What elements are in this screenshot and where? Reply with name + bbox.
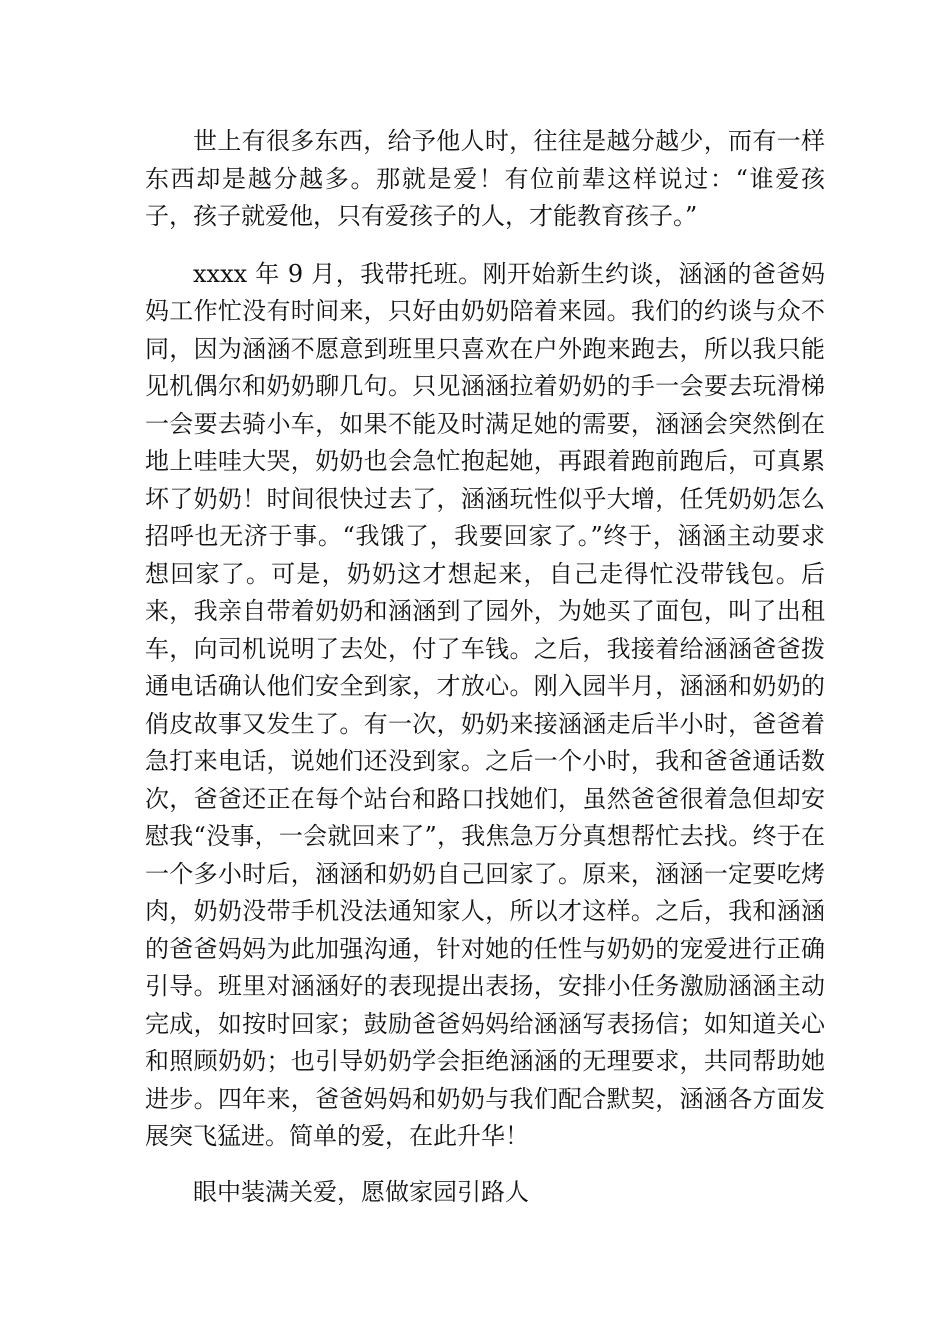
paragraph-1: 世上有很多东西，给予他人时，往往是越分越少，而有一样东西却是越分越多。那就是爱！有位前辈这样说过：“谁爱孩子，孩子就爱他，只有爱孩子的人，才能教育孩子。” [145,127,825,230]
document-body [145,123,825,1231]
paragraph-2: xxxx 年 9 月，我带托班。刚开始新生约谈，涵涵的爸爸妈妈工作忙没有时间来，只好由奶奶陪着来园。我们的约谈与众不同，因为涵涵不愿意到班里只喜欢在户外跑来跑去，所以我只能见机偶尔和奶奶聊几句。只见涵涵拉着奶奶的手一会要去玩滑梯一会要去骑小车，如果不能及时满足她的需要，涵涵会突然倒在地上哇哇大哭，奶奶也会急忙抱起她，再跟着跑前跑后，可真累坏了奶奶！时间很快过去了，涵涵玩性似乎大增，任凭奶奶怎么招呼也无济于事。“我饿了，我要回家了。”终于，涵涵主动要求想回家了。可是，奶奶这才想起来，自己走得忙没带钱包。后来，我亲自带着奶奶和涵涵到了园外，为她买了面包，叫了出租车，向司机说明了去处，付了车钱。之后，我接着给涵涵爸爸拨通电话确认他们安全到家，才放心。刚入园半月，涵涵和奶奶的俏皮故事又发生了。有一次，奶奶来接涵涵走后半小时，爸爸着急打来电话，说她们还没到家。之后一个小时，我和爸爸通话数次，爸爸还正在每个站台和路口找她们，虽然爸爸很着急但却安慰我“没事，一会就回来了”，我焦急万分真想帮忙去找。终于在一个多小时后，涵涵和奶奶自己回家了。原来，涵涵一定要吃烤肉，奶奶没带手机没法通知家人，所以才这样。之后，我和涵涵的爸爸妈妈为此加强沟通，针对她的任性与奶奶的宠爱进行正确引导。班里对涵涵好的表现提出表扬，安排小任务激励涵涵主动完成，如按时回家；鼓励爸爸妈妈给涵涵写表扬信；如知道关心和照顾奶奶；也引导奶奶学会拒绝涵涵的无理要求，共同帮助她进步。四年来，爸爸妈妈和奶奶与我们配合默契，涵涵各方面发展突飞猛进。简单的爱，在此升华！ [145,259,825,1150]
section-heading: 眼中装满关爱，愿做家园引路人 [193,1177,529,1206]
